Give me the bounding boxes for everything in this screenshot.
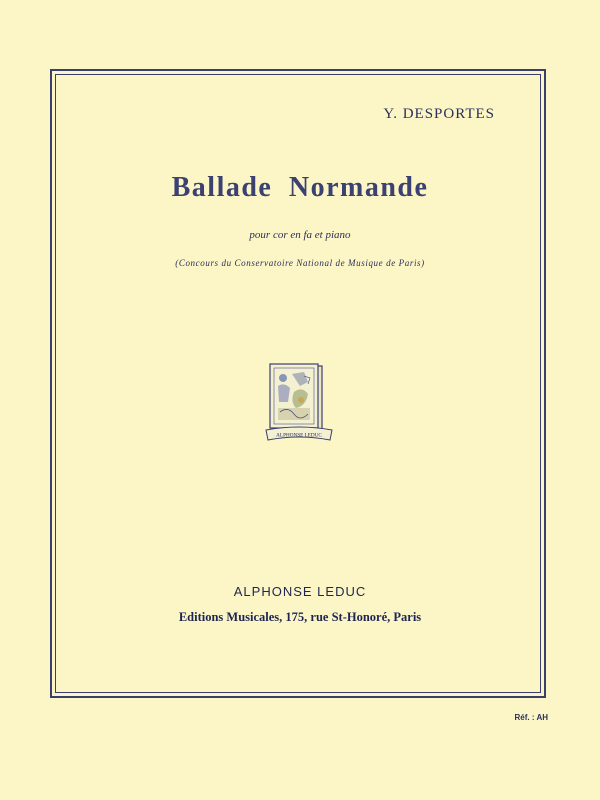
competition-note: (Concours du Conservatoire National de Musique de Paris) xyxy=(175,258,425,268)
alphonse-leduc-logo-icon xyxy=(264,362,334,450)
reference-code: Réf. : AH xyxy=(514,713,548,722)
composer-name: Y. DESPORTES xyxy=(383,106,495,122)
score-title: Ballade Normande xyxy=(171,172,429,203)
publisher-address: Editions Musicales, 175, rue St-Honoré, Paris xyxy=(178,610,422,624)
publisher-name: ALPHONSE LEDUC xyxy=(233,584,367,599)
logo-banner-text: ALPHONSE LEDUC xyxy=(276,432,322,439)
score-subtitle: pour cor en fa et piano xyxy=(249,229,351,241)
